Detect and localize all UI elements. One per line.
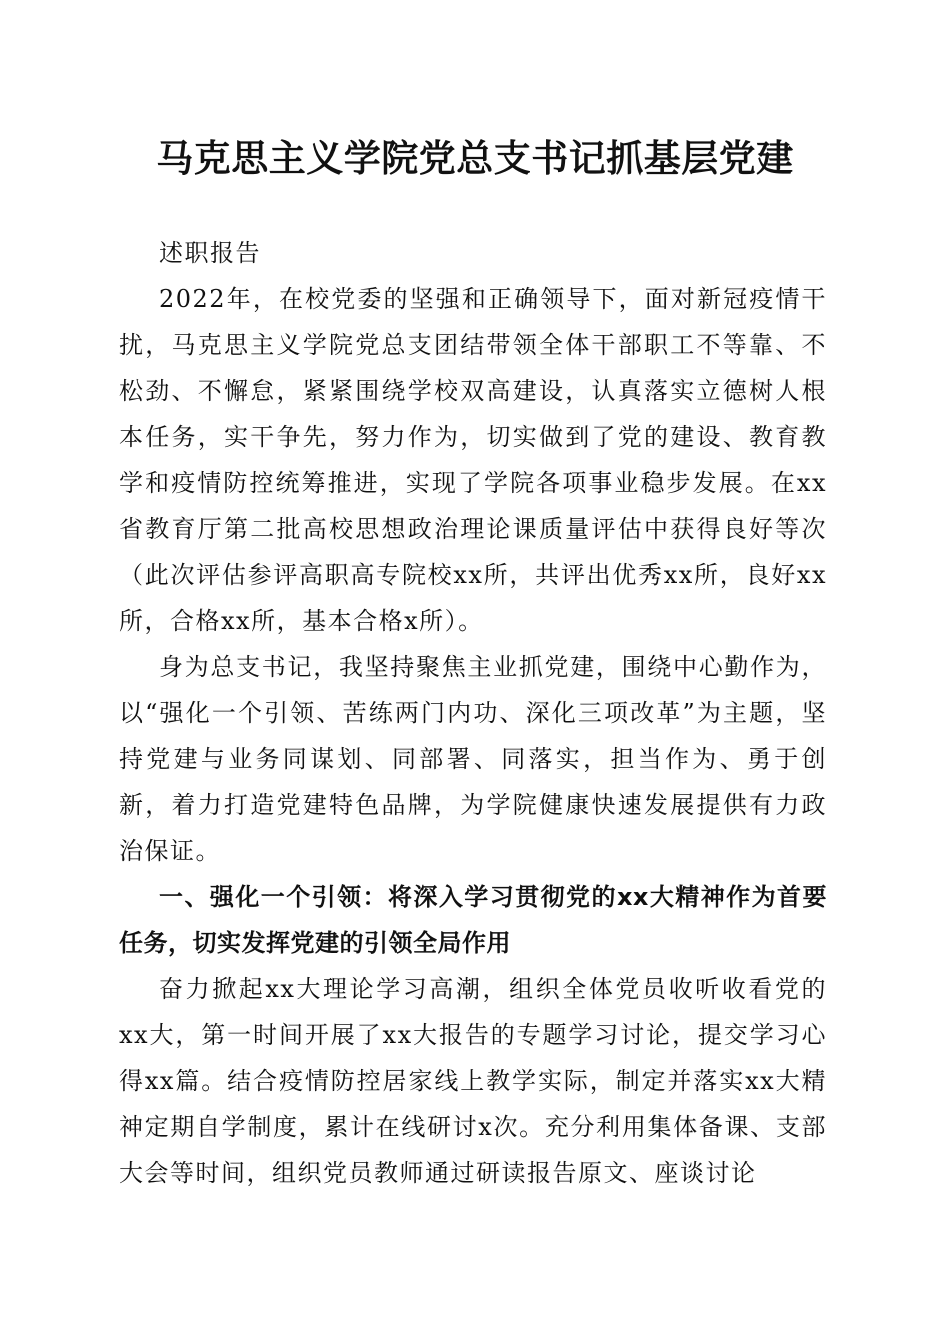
document-title: 马克思主义学院党总支书记抓基层党建 [156,136,794,180]
section-heading-1: 一、强化一个引领：将深入学习贯彻党的xx大精神作为首要任务，切实发挥党建的引领全局作用 [119,883,827,957]
report-subtitle: 述职报告 [159,239,261,267]
paragraph-secretary: 身为总支书记，我坚持聚焦主业抓党建，围绕中心勤作为，以“强化一个引领、苦练两门内功、深化三项改革”为主题，坚持党建与业务同谋划、同部署、同落实，担当作为、勇于创新，着力打造党建特色品牌，为学院健康快速发展提供有力政治保证。 [119,653,827,865]
paragraph-section-1: 奋力掀起xx大理论学习高潮，组织全体党员收听收看党的xx大，第一时间开展了xx大报告的专题学习讨论，提交学习心得xx篇。结合疫情防控居家线上教学实际，制定并落实xx大精神定期自学制度，累计在线研讨x次。充分利用集体备课、支部大会等时间，组织党员教师通过研读报告原文、座谈讨论 [119,975,827,1187]
document-body [119,230,827,1196]
paragraph-intro: 2022年，在校党委的坚强和正确领导下，面对新冠疫情干扰，马克思主义学院党总支团结带领全体干部职工不等靠、不松劲、不懈怠，紧紧围绕学校双高建设，认真落实立德树人根本任务，实干争先，努力作为，切实做到了党的建设、教育教学和疫情防控统筹推进，实现了学院各项事业稳步发展。在xx省教育厅第二批高校思想政治理论课质量评估中获得良好等次（此次评估参评高职高专院校xx所，共评出优秀xx所，良好xx所，合格xx所，基本合格x所）。 [119,285,827,635]
